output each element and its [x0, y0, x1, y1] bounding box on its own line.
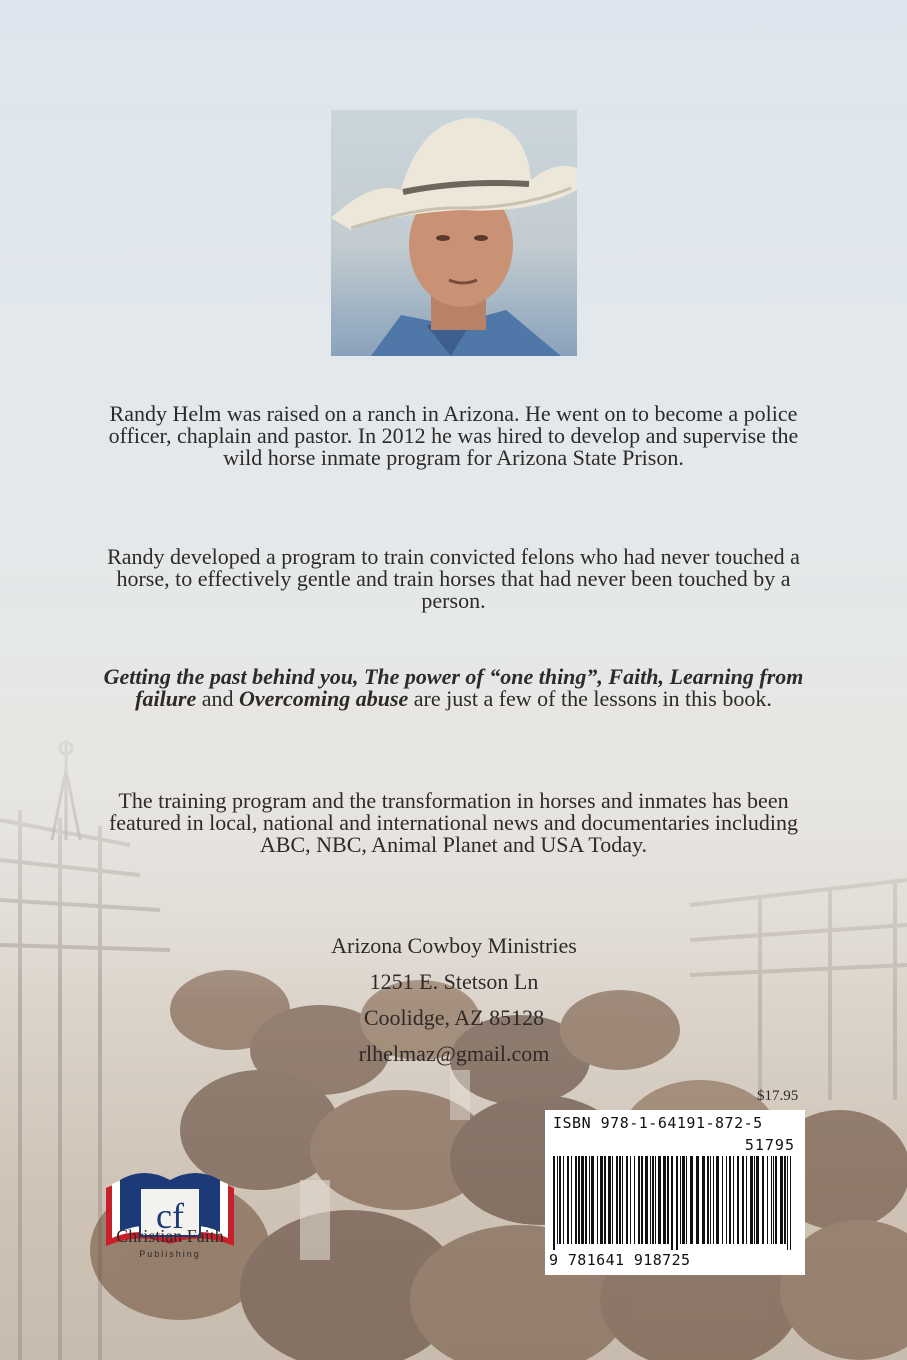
lessons-rest: are just a few of the lessons in this book.: [408, 686, 772, 711]
lessons-and: and: [196, 686, 240, 711]
publisher-subtitle: Publishing: [139, 1249, 201, 1259]
isbn-supplement: 51795: [744, 1136, 795, 1154]
author-portrait: [331, 110, 577, 356]
contact-address: [254, 928, 654, 1072]
city-state-zip: Coolidge, AZ 85128: [363, 1005, 545, 1030]
price-label: $17.95: [757, 1088, 799, 1104]
barcode-digits: 9 781641 918725: [549, 1251, 691, 1269]
lessons-highlight-1: Getting the past behind you, The power of “one thing”, Faith, Learning from failure: [103, 664, 804, 711]
publisher-name: Christian Faith: [116, 1226, 224, 1246]
logo-mark: cf: [156, 1196, 184, 1236]
bio-paragraph-intro: Randy Helm was raised on a ranch in Arizona. He went on to become a police officer, chaplain and pastor. In 2012 he was hired to develop and supervise the wild horse inmate program for Arizona State Prison.: [108, 401, 799, 470]
isbn-number: ISBN 978-1-64191-872-5: [553, 1114, 763, 1132]
street-address: 1251 E. Stetson Ln: [369, 969, 539, 994]
bio-paragraph-media: The training program and the transformation in horses and inmates has been featured in local, national and international news and documentaries including ABC, NBC, Animal Planet and USA Today.: [108, 788, 799, 857]
email-address: rlhelmaz@gmail.com: [358, 1041, 550, 1066]
organization-name: Arizona Cowboy Ministries: [331, 933, 577, 958]
lessons-highlight-2: Overcoming abuse: [239, 686, 409, 711]
isbn-barcode-box: [545, 1110, 805, 1275]
barcode-icon: [553, 1156, 797, 1250]
bio-paragraph-lessons: [100, 666, 807, 710]
bio-paragraph-program: Randy developed a program to train convicted felons who had never touched a horse, to effectively gentle and train horses that had never been touched by a person.: [107, 544, 800, 613]
